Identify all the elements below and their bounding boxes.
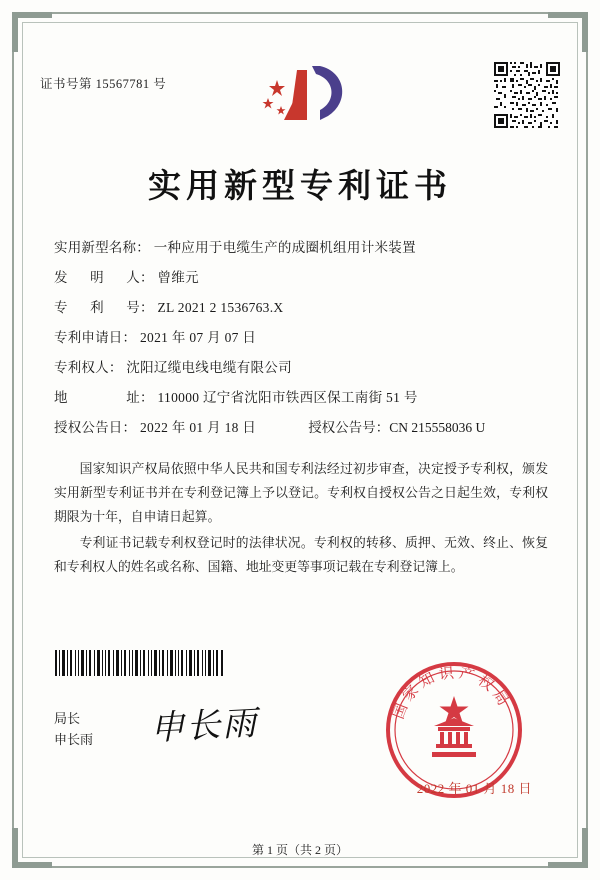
field-label: 专利号 [54, 300, 140, 315]
field-address [54, 383, 550, 413]
field-label: 发明人 [54, 270, 140, 285]
field-label: 实用新型名称 [54, 240, 137, 255]
field-value: 2021 年 07 月 07 日 [140, 330, 257, 345]
field-value: 曾维元 [157, 270, 199, 285]
qr-code [494, 62, 560, 128]
handwritten-signature: 申长雨 [149, 705, 260, 748]
field-colon: ： [375, 420, 390, 435]
field-patent-number [54, 293, 550, 323]
svg-text:国家知识产权局: 国家知识产权局 [390, 665, 513, 722]
field-value: ZL 2021 2 1536763.X [157, 300, 284, 315]
field-colon: ： [140, 390, 154, 405]
certificate-number: 证书号第 15567781 号 [40, 77, 167, 91]
field-grant-number [308, 413, 485, 443]
director-label: 局长 [54, 711, 81, 726]
certificate-footer [40, 650, 560, 840]
field-colon: ： [108, 360, 123, 375]
field-colon: ： [140, 270, 154, 285]
field-label: 授权公告日 [54, 420, 123, 435]
director-name: 申长雨 [54, 732, 94, 747]
page-title: 实用新型专利证书 [148, 169, 452, 205]
barcode [54, 650, 224, 676]
field-value: 沈阳辽缆电线电缆有限公司 [126, 360, 292, 375]
field-value: CN 215558036 U [389, 420, 486, 435]
certificate-content [40, 36, 560, 581]
header-row [40, 36, 560, 146]
field-colon: ： [136, 240, 150, 255]
field-label: 授权公告号 [308, 420, 376, 435]
field-inventor [54, 263, 550, 293]
field-colon: ： [122, 330, 136, 345]
field-grant-row [54, 413, 550, 443]
field-colon: ： [122, 420, 136, 435]
field-colon: ： [140, 300, 154, 315]
field-label: 专利申请日 [54, 330, 123, 345]
field-invention-name [54, 233, 550, 263]
legal-text [54, 457, 548, 579]
fields-list [54, 233, 550, 443]
seal-date: 2022 年 01 月 18 日 [416, 781, 532, 796]
legal-paragraph-2: 专利证书记载专利权登记时的法律状况。专利权的转移、质押、无效、终止、恢复和专利权人的姓名或名称、国籍、地址变更等事项记载在专利登记簿上。 [54, 536, 548, 574]
page-indicator: 第 1 页（共 2 页） [251, 843, 348, 857]
legal-paragraph-1: 国家知识产权局依照中华人民共和国专利法经过初步审查，决定授予专利权，颁发实用新型专利证书并在专利登记簿上予以登记。专利权自授权公告之日起生效，专利权期限为十年，自申请日起算。 [54, 462, 548, 524]
director-block [54, 708, 93, 750]
field-value: 110000 辽宁省沈阳市铁西区保工南街 51 号 [157, 390, 418, 405]
field-value: 2022 年 01 月 18 日 [140, 420, 257, 435]
cnipa-logo-icon [250, 58, 360, 138]
field-label: 专利权人 [54, 360, 109, 375]
field-patentee [54, 353, 550, 383]
field-grant-date [54, 413, 256, 443]
field-label: 地址 [54, 390, 140, 405]
field-application-date [54, 323, 550, 353]
field-value: 一种应用于电缆生产的成圈机组用计米装置 [153, 240, 416, 255]
